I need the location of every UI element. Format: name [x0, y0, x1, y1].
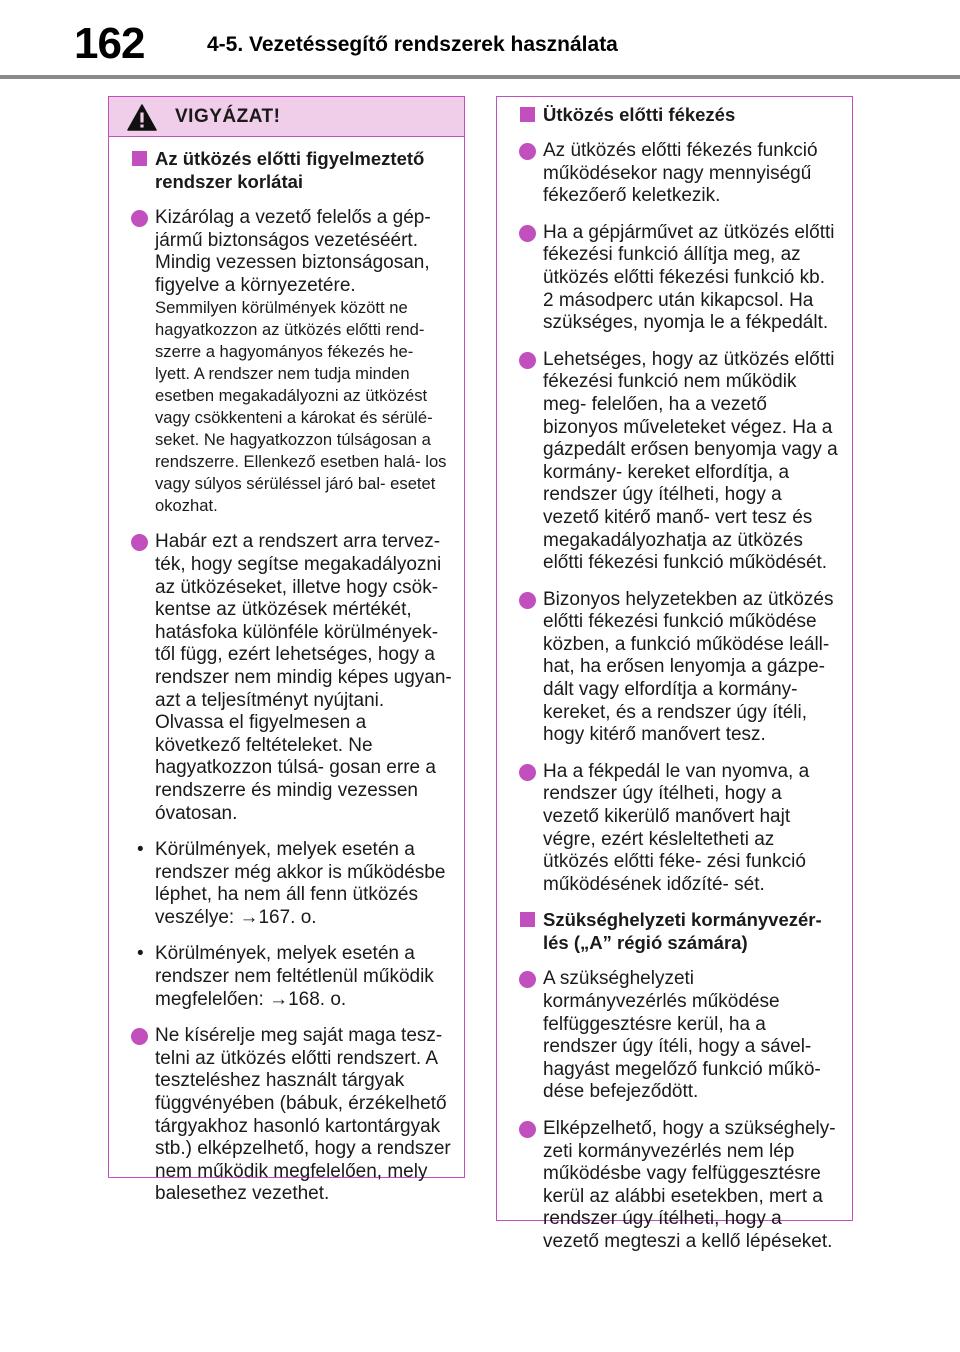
- item-text: Ne kísérelje meg saját maga tesz- telni az ütközés előtti rendszert. A teszteléshez használt tárgyak függvényében (bábuk, érzékelhető tárgyakhoz hasonló kartontárgyak stb.) elképzelhető, hogy a rendszer nem működik megfelelően, mely balesethez vezethet.: [155, 1025, 451, 1205]
- item-text: Habár ezt a rendszert arra tervez- ték, hogy segítse megakadályozni az ütközéseket, illetve hogy csök- kentse az ütközések mértékét, hatásfoka különféle körülmények- től függ, ezért lehetséges, hogy a rendszer nem mindig képes ugyan- azt a teljesítményt nyújtani. Olvassa el figyelmesen a következő feltételeket. Ne hagyatkozzon túlsá- gosan erre a rendszerre és mindig vezessen óvatosan.: [155, 531, 452, 824]
- list-item: [519, 589, 840, 747]
- square-bullet-icon: [520, 912, 535, 927]
- item-text: Ha a gépjárművet az ütközés előtti fékezési funkció állítja meg, az ütközés előtti fékezési funkció kb. 2 másodperc után kikapcsol. Ha szükséges, nyomja le a fékpedált.: [543, 221, 835, 334]
- continued-warning-panel: [496, 96, 853, 1252]
- list-item: [519, 968, 840, 1104]
- round-bullet-icon: [519, 352, 536, 369]
- heading-text: Az ütközés előtti figyelmeztető rendszer korlátai: [155, 148, 425, 192]
- sub-item: [131, 839, 452, 929]
- round-bullet-icon: [519, 592, 536, 609]
- list-item: [519, 349, 840, 575]
- section-heading: [131, 147, 452, 193]
- dot-bullet-icon: •: [137, 943, 144, 965]
- warning-title: VIGYÁZAT!: [175, 106, 281, 127]
- list-item: [131, 1025, 452, 1206]
- list-item: [519, 140, 840, 208]
- round-bullet-icon: [519, 1121, 536, 1138]
- list-item: [519, 222, 840, 335]
- round-bullet-icon: [519, 225, 536, 242]
- round-bullet-icon: [519, 143, 536, 160]
- header-divider: [0, 75, 960, 79]
- item-text: Ha a fékpedál le van nyomva, a rendszer úgy ítélheti, hogy a vezető kikerülő manővert hajt végre, ezért késleltetheti az ütközés előtti féke- zési funkció működésének időzíté- sét.: [543, 760, 810, 895]
- item-text: Bizonyos helyzetekben az ütközés előtti fékezési funkció működése közben, a funkció működése leáll- hat, ha erősen lenyomja a gázpe- dált vagy elfordítja a kormány- kereket, és a rendszer úgy ítéli, hogy kitérő manővert tesz.: [543, 588, 834, 746]
- section-heading: [519, 908, 840, 954]
- round-bullet-icon: [519, 971, 536, 988]
- warning-content: [109, 137, 464, 1206]
- list-item: [519, 761, 840, 897]
- sub-item-text: Körülmények, melyek esetén a rendszer még akkor is működésbe léphet, ha nem áll fenn ütközés veszélye: →167. o.: [155, 839, 446, 928]
- item-text-small: Semmilyen körülmények között ne hagyatkozzon az ütközés előtti rend- szerre a hagyományos fékezés he- lyett. A rendszer nem tudja minden esetben megakadályozni az ütközést vagy csökkenteni a károkat és sérülé- seket. Ne hagyatkozzon túlságosan a rendszerre. Ellenkező esetben halá- los vagy súlyos sérüléssel járó bal- esetet okozhat.: [155, 298, 447, 516]
- round-bullet-icon: [131, 534, 148, 551]
- warning-header: [109, 97, 464, 137]
- item-text: Elképzelhető, hogy a szükséghely- zeti kormányvezérlés nem lép működésbe vagy felfüggesztésre kerül az alábbi esetekben, mert a rendszer úgy ítélheti, hogy a vezető megteszi a kellő lépéseket.: [543, 1117, 836, 1252]
- warning-triangle-icon: [127, 104, 157, 131]
- sub-item-text: Körülmények, melyek esetén a rendszer nem feltétlenül működik megfelelően: →168. o.: [155, 943, 434, 1010]
- square-bullet-icon: [132, 151, 147, 166]
- page-number: 162: [74, 19, 145, 68]
- panel-content: [497, 97, 852, 1254]
- heading-text: Ütközés előtti fékezés: [543, 104, 736, 125]
- section-title: 4-5. Vezetéssegítő rendszerek használata: [207, 33, 618, 56]
- list-item: [131, 207, 452, 517]
- round-bullet-icon: [131, 1028, 148, 1045]
- heading-text: Szükséghelyzeti kormányvezér- lés („A” régió számára): [543, 909, 822, 954]
- dot-bullet-icon: •: [137, 839, 144, 861]
- sub-item: [131, 943, 452, 1011]
- page-header: [0, 0, 960, 80]
- item-text: A szükséghelyzeti kormányvezérlés működése felfüggesztésre kerül, ha a rendszer úgy ítéli, hogy a sável- hagyást megelőző funkció műkö- dése befejeződött.: [543, 968, 821, 1103]
- warning-panel: [108, 96, 465, 1205]
- round-bullet-icon: [519, 764, 536, 781]
- list-item: [131, 531, 452, 825]
- item-text: Lehetséges, hogy az ütközés előtti fékezési funkció nem működik meg- felelően, ha a vezető bizonyos műveleteket végez. Ha a gázpedált erősen benyomja vagy a kormány- kereket elfordítja, a rendszer úgy ítélheti, hogy a vezető kitérő manő- vert tesz és megakadályozhatja az ütközés előtti fékezési funkció működését.: [543, 348, 838, 574]
- list-item: [519, 1118, 840, 1254]
- round-bullet-icon: [131, 210, 148, 227]
- item-text: Az ütközés előtti fékezés funkció működésekor nagy mennyiségű fékezőerő keletkezik.: [543, 140, 818, 207]
- section-heading: [519, 103, 840, 126]
- item-text: Kizárólag a vezető felelős a gép- jármű biztonságos vezetéséért. Mindig vezessen biztonságosan, figyelve a környezetére.: [155, 207, 431, 296]
- square-bullet-icon: [520, 107, 535, 122]
